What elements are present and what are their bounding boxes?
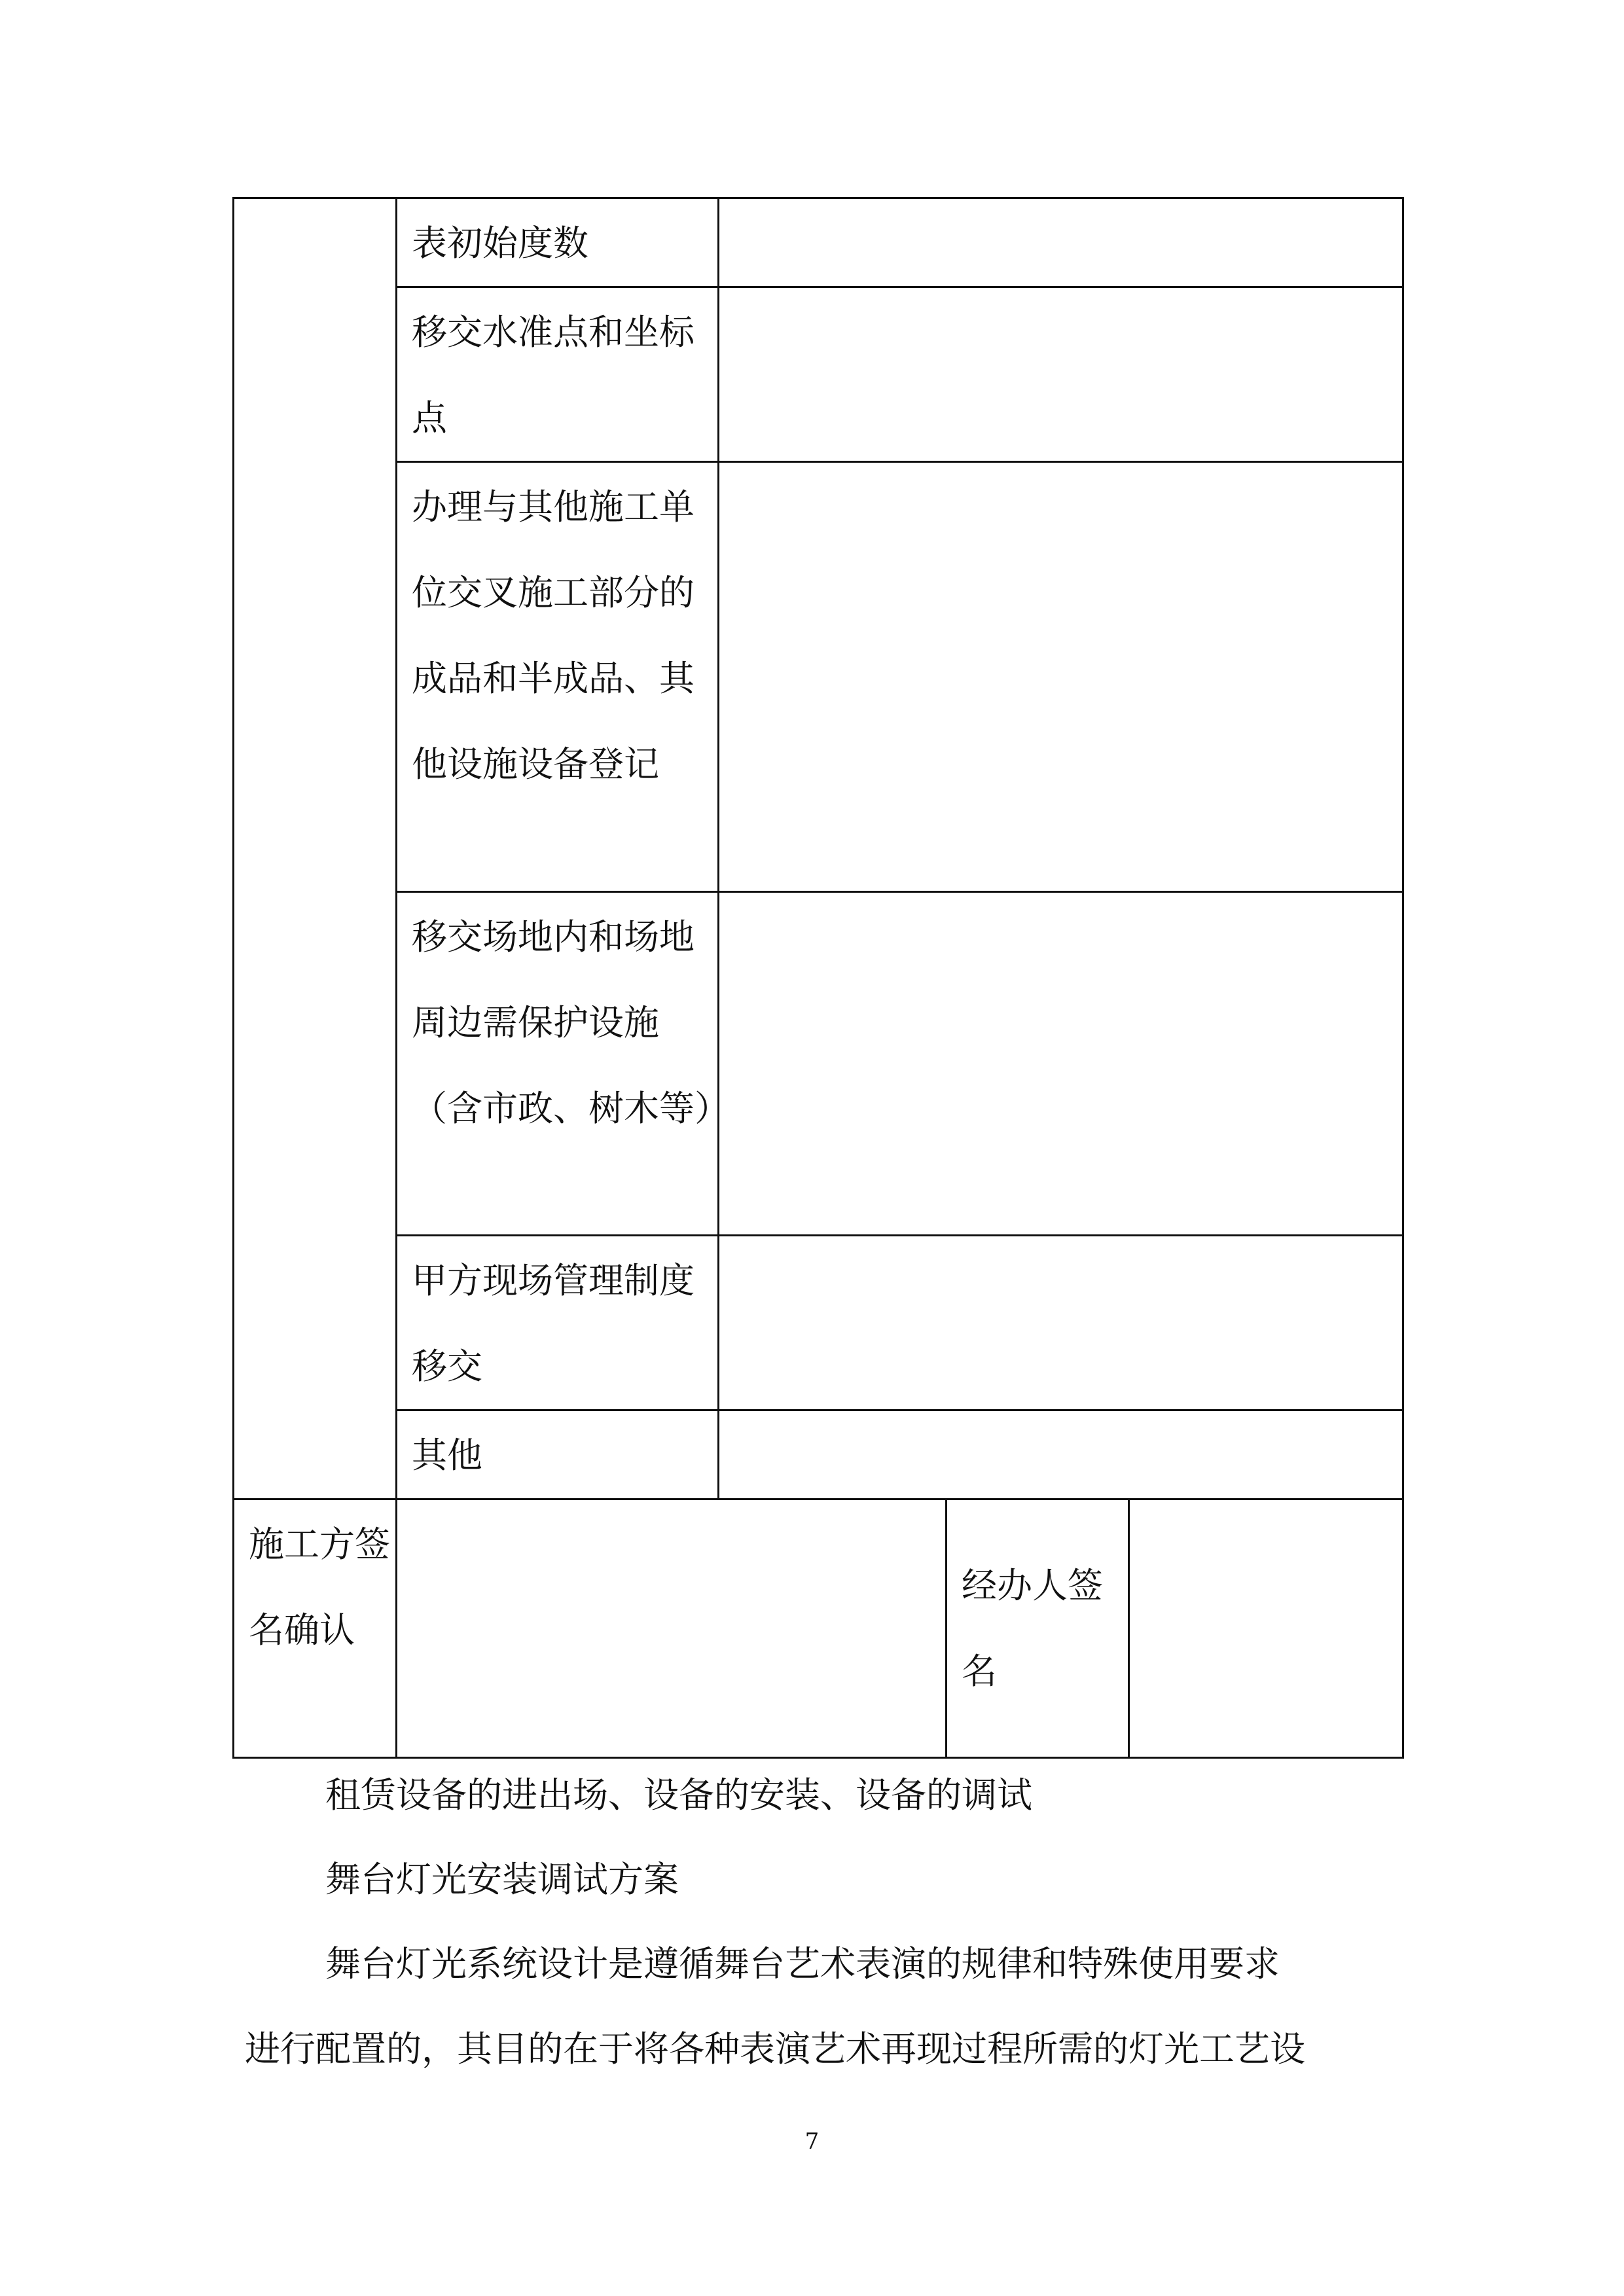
paragraph-rental-equipment: 租赁设备的进出场、设备的安装、设备的调试 bbox=[325, 1774, 1032, 1816]
row-value-initial-meter-reading bbox=[719, 198, 1403, 287]
handler-signature-label: 经办人签名 bbox=[947, 1499, 1129, 1758]
contractor-signature-field bbox=[397, 1499, 947, 1758]
row-label-cross-construction-registry: 办理与其他施工单位交叉施工部分的成品和半成品、其他设施设备登记 bbox=[397, 462, 719, 892]
table-row bbox=[234, 892, 1403, 1236]
paragraph-body-line-1: 舞台灯光系统设计是遵循舞台艺术表演的规律和特殊使用要求 bbox=[325, 1943, 1280, 1984]
handover-form-table bbox=[232, 197, 1404, 1759]
section-label-cell bbox=[234, 198, 397, 1499]
row-label-other: 其他 bbox=[397, 1410, 719, 1499]
handler-signature-field bbox=[1129, 1499, 1403, 1758]
signature-row bbox=[234, 1499, 1403, 1758]
paragraph-body-line-2: 进行配置的，其目的在于将各种表演艺术再现过程所需的灯光工艺设 bbox=[245, 2028, 1305, 2070]
page-number: 7 bbox=[804, 2128, 820, 2155]
row-value-benchmark-handover bbox=[719, 287, 1403, 462]
row-value-protected-facilities bbox=[719, 892, 1403, 1236]
table-row bbox=[234, 462, 1403, 892]
row-value-other bbox=[719, 1410, 1403, 1499]
table-row bbox=[234, 1410, 1403, 1499]
row-label-protected-facilities: 移交场地内和场地周边需保护设施（含市政、树木等） bbox=[397, 892, 719, 1236]
table-row bbox=[234, 287, 1403, 462]
row-value-site-management-rules bbox=[719, 1236, 1403, 1410]
table-row bbox=[234, 1236, 1403, 1410]
row-label-site-management-rules: 甲方现场管理制度移交 bbox=[397, 1236, 719, 1410]
row-label-initial-meter-reading: 表初始度数 bbox=[397, 198, 719, 287]
table-row bbox=[234, 198, 1403, 287]
row-label-benchmark-handover: 移交水准点和坐标点 bbox=[397, 287, 719, 462]
contractor-signature-label: 施工方签名确认 bbox=[234, 1499, 397, 1758]
paragraph-stage-lighting-heading: 舞台灯光安装调试方案 bbox=[325, 1859, 679, 1900]
row-value-cross-construction-registry bbox=[719, 462, 1403, 892]
